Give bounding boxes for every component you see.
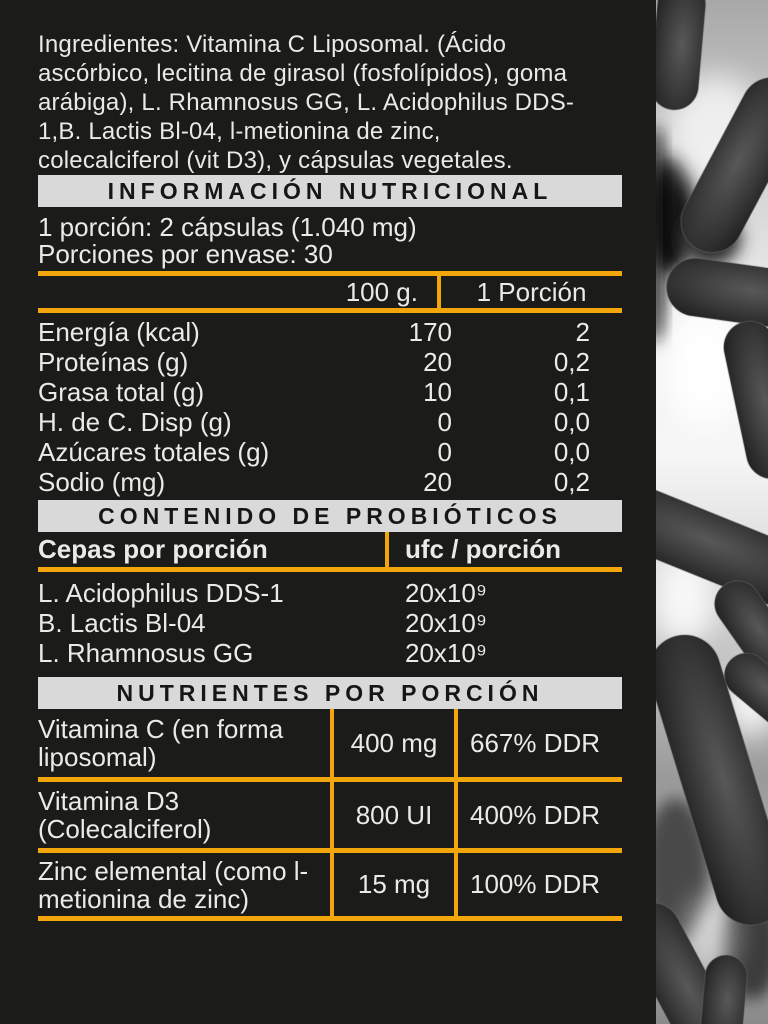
nutrient-amount: 400 mg [330, 709, 454, 777]
serving-size-line: 1 porción: 2 cápsulas (1.040 mg) [38, 212, 417, 242]
strain-name: L. Rhamnosus GG [38, 638, 254, 668]
nutrition-table [38, 317, 622, 497]
nutrition-table-header [38, 271, 622, 313]
probiotics-table-header [38, 532, 622, 572]
table-row [38, 347, 622, 377]
row-value-portion: 0,0 [553, 437, 590, 467]
probiotics-title: CONTENIDO DE PROBIÓTICOS [98, 503, 562, 529]
row-value-portion: 2 [575, 317, 590, 347]
row-label: Proteínas (g) [38, 347, 189, 377]
probiotic-row [38, 638, 622, 668]
row-value-portion: 0,1 [553, 377, 590, 407]
row-label: Azúcares totales (g) [38, 437, 270, 467]
nutrient-name: Zinc elemental (como l-metionina de zinc) [38, 855, 309, 914]
nutrient-row [38, 853, 622, 921]
row-value-100g: 20 [423, 467, 452, 497]
nutrient-ddr: 400% DDR [454, 782, 622, 848]
nutrients-title: NUTRIENTES POR PORCIÓN [116, 680, 544, 706]
nutrient-ddr: 100% DDR [454, 853, 622, 916]
cfu-column-header: ufc / porción [385, 532, 622, 567]
row-value-100g: 10 [423, 377, 452, 407]
nutrient-amount: 800 UI [330, 782, 454, 848]
strain-cfu: 20x10⁹ [405, 578, 487, 608]
bacteria-photo [656, 0, 768, 1024]
row-label: H. de C. Disp (g) [38, 407, 232, 437]
strain-cfu: 20x10⁹ [405, 608, 487, 638]
row-label: Grasa total (g) [38, 377, 205, 407]
probiotic-row [38, 608, 622, 638]
nutrition-facts-title: INFORMACIÓN NUTRICIONAL [107, 178, 553, 204]
row-label: Energía (kcal) [38, 317, 200, 347]
table-row [38, 377, 622, 407]
nutrients-title-bar [38, 677, 622, 709]
row-value-portion: 0,2 [553, 467, 590, 497]
strain-cfu: 20x10⁹ [405, 638, 487, 668]
row-value-100g: 0 [437, 437, 452, 467]
probiotic-row [38, 578, 622, 608]
probiotics-table [38, 578, 622, 668]
row-label: Sodio (mg) [38, 467, 166, 497]
strain-name: L. Acidophilus DDS-1 [38, 578, 284, 608]
serving-size-block [38, 214, 622, 268]
nutrient-ddr: 667% DDR [454, 709, 622, 777]
nutrient-name: Vitamina C (en forma liposomal) [38, 714, 284, 772]
strain-name: B. Lactis Bl-04 [38, 608, 206, 638]
table-row [38, 317, 622, 347]
row-value-portion: 0,2 [553, 347, 590, 377]
column-header-portion: 1 Porción [437, 276, 622, 308]
nutrient-amount: 15 mg [330, 853, 454, 916]
row-value-100g: 170 [408, 317, 452, 347]
nutrients-table [38, 709, 622, 921]
row-value-100g: 20 [423, 347, 452, 377]
nutrient-name: Vitamina D3 (Colecalciferol) [38, 786, 212, 844]
table-row [38, 437, 622, 467]
servings-per-container-line: Porciones por envase: 30 [38, 239, 333, 269]
label-content [38, 0, 622, 921]
ingredients-text: Ingredientes: Vitamina C Liposomal. (Ácido ascórbico, lecitina de girasol (fosfolípidos), goma arábiga), L. Rhamnosus GG, L. Acidophilus DDS-1,B. Lactis Bl-04, l-metionina de zinc, colecalciferol (vit D3), y cápsulas vegetales. [38, 31, 575, 174]
nutrition-facts-title-bar [38, 175, 622, 207]
table-row [38, 467, 622, 497]
strains-column-header: Cepas por porción [38, 534, 268, 564]
probiotics-title-bar [38, 500, 622, 532]
column-header-100g: 100 g. [345, 277, 418, 307]
row-value-100g: 0 [437, 407, 452, 437]
row-value-portion: 0,0 [553, 407, 590, 437]
nutrient-row [38, 782, 622, 853]
nutrient-row [38, 709, 622, 782]
table-row [38, 407, 622, 437]
